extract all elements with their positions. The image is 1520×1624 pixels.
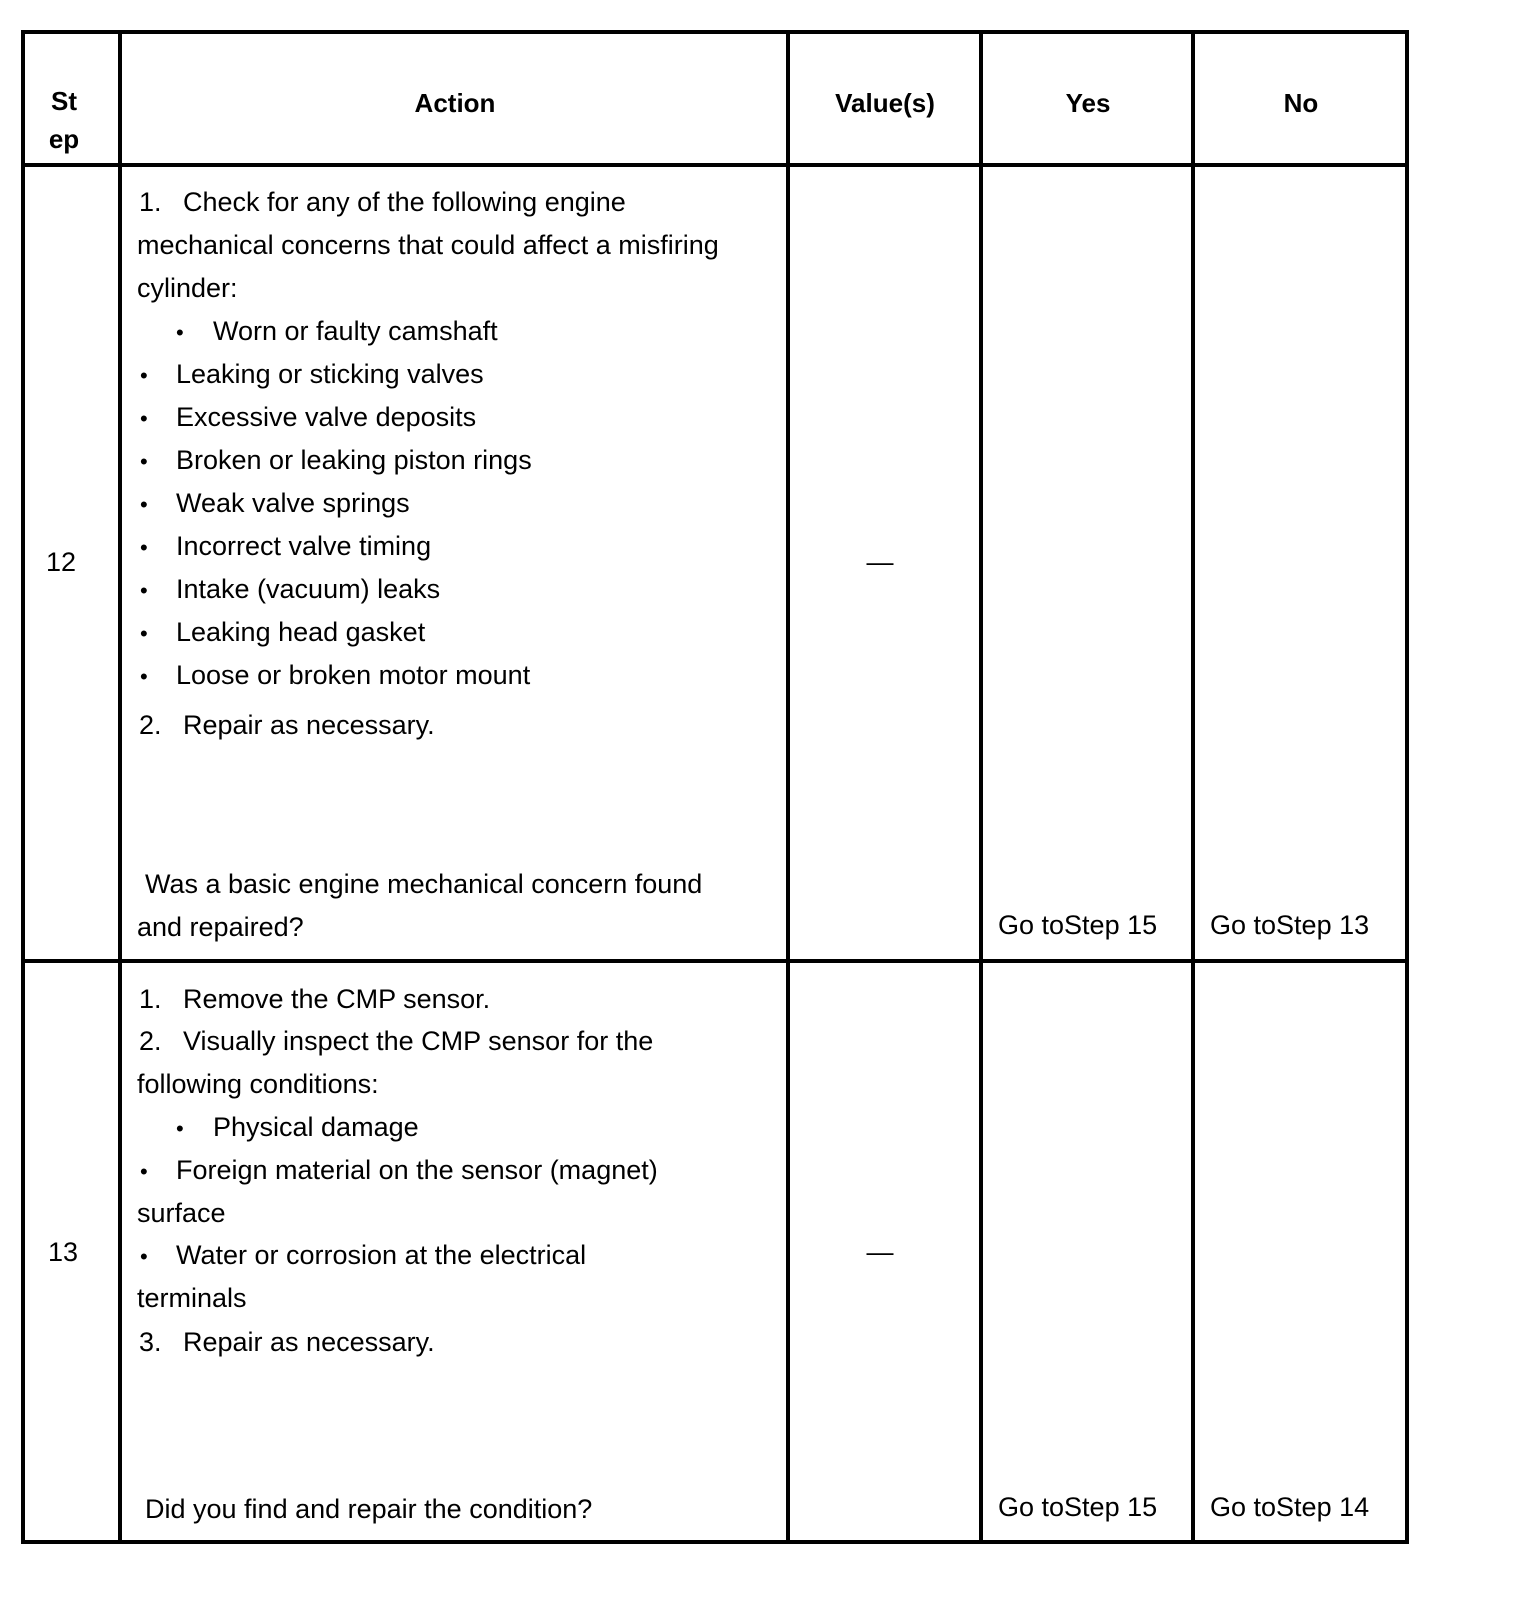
table-border-right: [1405, 30, 1409, 1544]
action-item-text: Check for any of the following engine: [183, 187, 626, 217]
yes-link[interactable]: Go toStep 15: [998, 910, 1158, 940]
bullet-text: surface: [137, 1198, 226, 1228]
bullet-text: Leaking or sticking valves: [176, 359, 484, 389]
bullet-icon: •: [140, 1159, 148, 1184]
column-divider-values: [979, 30, 983, 1544]
header-no: No: [1283, 88, 1319, 118]
question-text: Did you find and repair the condition?: [145, 1494, 593, 1524]
column-divider-action: [786, 30, 790, 1544]
bullet-text: Intake (vacuum) leaks: [176, 574, 441, 604]
bullet-icon: •: [140, 621, 148, 646]
table-border-left: [21, 30, 25, 1544]
question-text: Was a basic engine mechanical concern found: [145, 869, 703, 899]
action-item-text: Visually inspect the CMP sensor for the: [183, 1026, 654, 1056]
action-item-number: 1.: [139, 984, 162, 1014]
bullet-icon: •: [140, 578, 148, 603]
bullet-text: Loose or broken motor mount: [176, 660, 531, 690]
bullet-icon: •: [176, 1116, 184, 1141]
table-border-bottom: [21, 1540, 1409, 1544]
bullet-text: Foreign material on the sensor (magnet): [176, 1155, 658, 1185]
bullet-text: Excessive valve deposits: [176, 402, 477, 432]
action-item-text: Remove the CMP sensor.: [183, 984, 491, 1014]
bullet-text: terminals: [137, 1283, 247, 1313]
action-item-text: cylinder:: [137, 273, 238, 303]
action-item-number: 2.: [139, 710, 162, 740]
action-item-number: 3.: [139, 1327, 162, 1357]
bullet-icon: •: [140, 535, 148, 560]
no-link[interactable]: Go toStep 14: [1210, 1492, 1370, 1522]
value-cell: —: [866, 547, 894, 577]
value-cell: —: [866, 1237, 894, 1267]
row-divider: [21, 959, 1409, 963]
bullet-icon: •: [140, 492, 148, 517]
bullet-icon: •: [140, 449, 148, 474]
bullet-icon: •: [140, 664, 148, 689]
header-divider: [21, 163, 1409, 167]
column-divider-yes: [1191, 30, 1195, 1544]
bullet-text: Water or corrosion at the electrical: [176, 1240, 587, 1270]
bullet-icon: •: [140, 406, 148, 431]
action-item-text: following conditions:: [137, 1069, 379, 1099]
header-action: Action: [414, 88, 496, 118]
step-number: 13: [48, 1237, 79, 1267]
header-values: Value(s): [835, 88, 935, 118]
bullet-icon: •: [140, 1244, 148, 1269]
action-item-text: Repair as necessary.: [183, 710, 435, 740]
header-step: St ep: [48, 86, 80, 154]
action-item-number: 2.: [139, 1026, 162, 1056]
header-yes: Yes: [1065, 88, 1111, 118]
action-item-text: mechanical concerns that could affect a misfiring: [137, 230, 719, 260]
bullet-text: Incorrect valve timing: [176, 531, 432, 561]
bullet-text: Broken or leaking piston rings: [176, 445, 532, 475]
yes-link[interactable]: Go toStep 15: [998, 1492, 1158, 1522]
column-divider-step: [118, 30, 122, 1544]
table-border-top: [21, 30, 1409, 34]
no-link[interactable]: Go toStep 13: [1210, 910, 1370, 940]
action-item-text: Repair as necessary.: [183, 1327, 435, 1357]
bullet-icon: •: [176, 320, 184, 345]
bullet-text: Leaking head gasket: [176, 617, 426, 647]
action-item-number: 1.: [139, 187, 162, 217]
bullet-text: Weak valve springs: [176, 488, 410, 518]
step-number: 12: [46, 547, 77, 577]
bullet-text: Physical damage: [213, 1112, 419, 1142]
bullet-icon: •: [140, 363, 148, 388]
bullet-text: Worn or faulty camshaft: [213, 316, 498, 346]
question-text: and repaired?: [137, 912, 304, 942]
